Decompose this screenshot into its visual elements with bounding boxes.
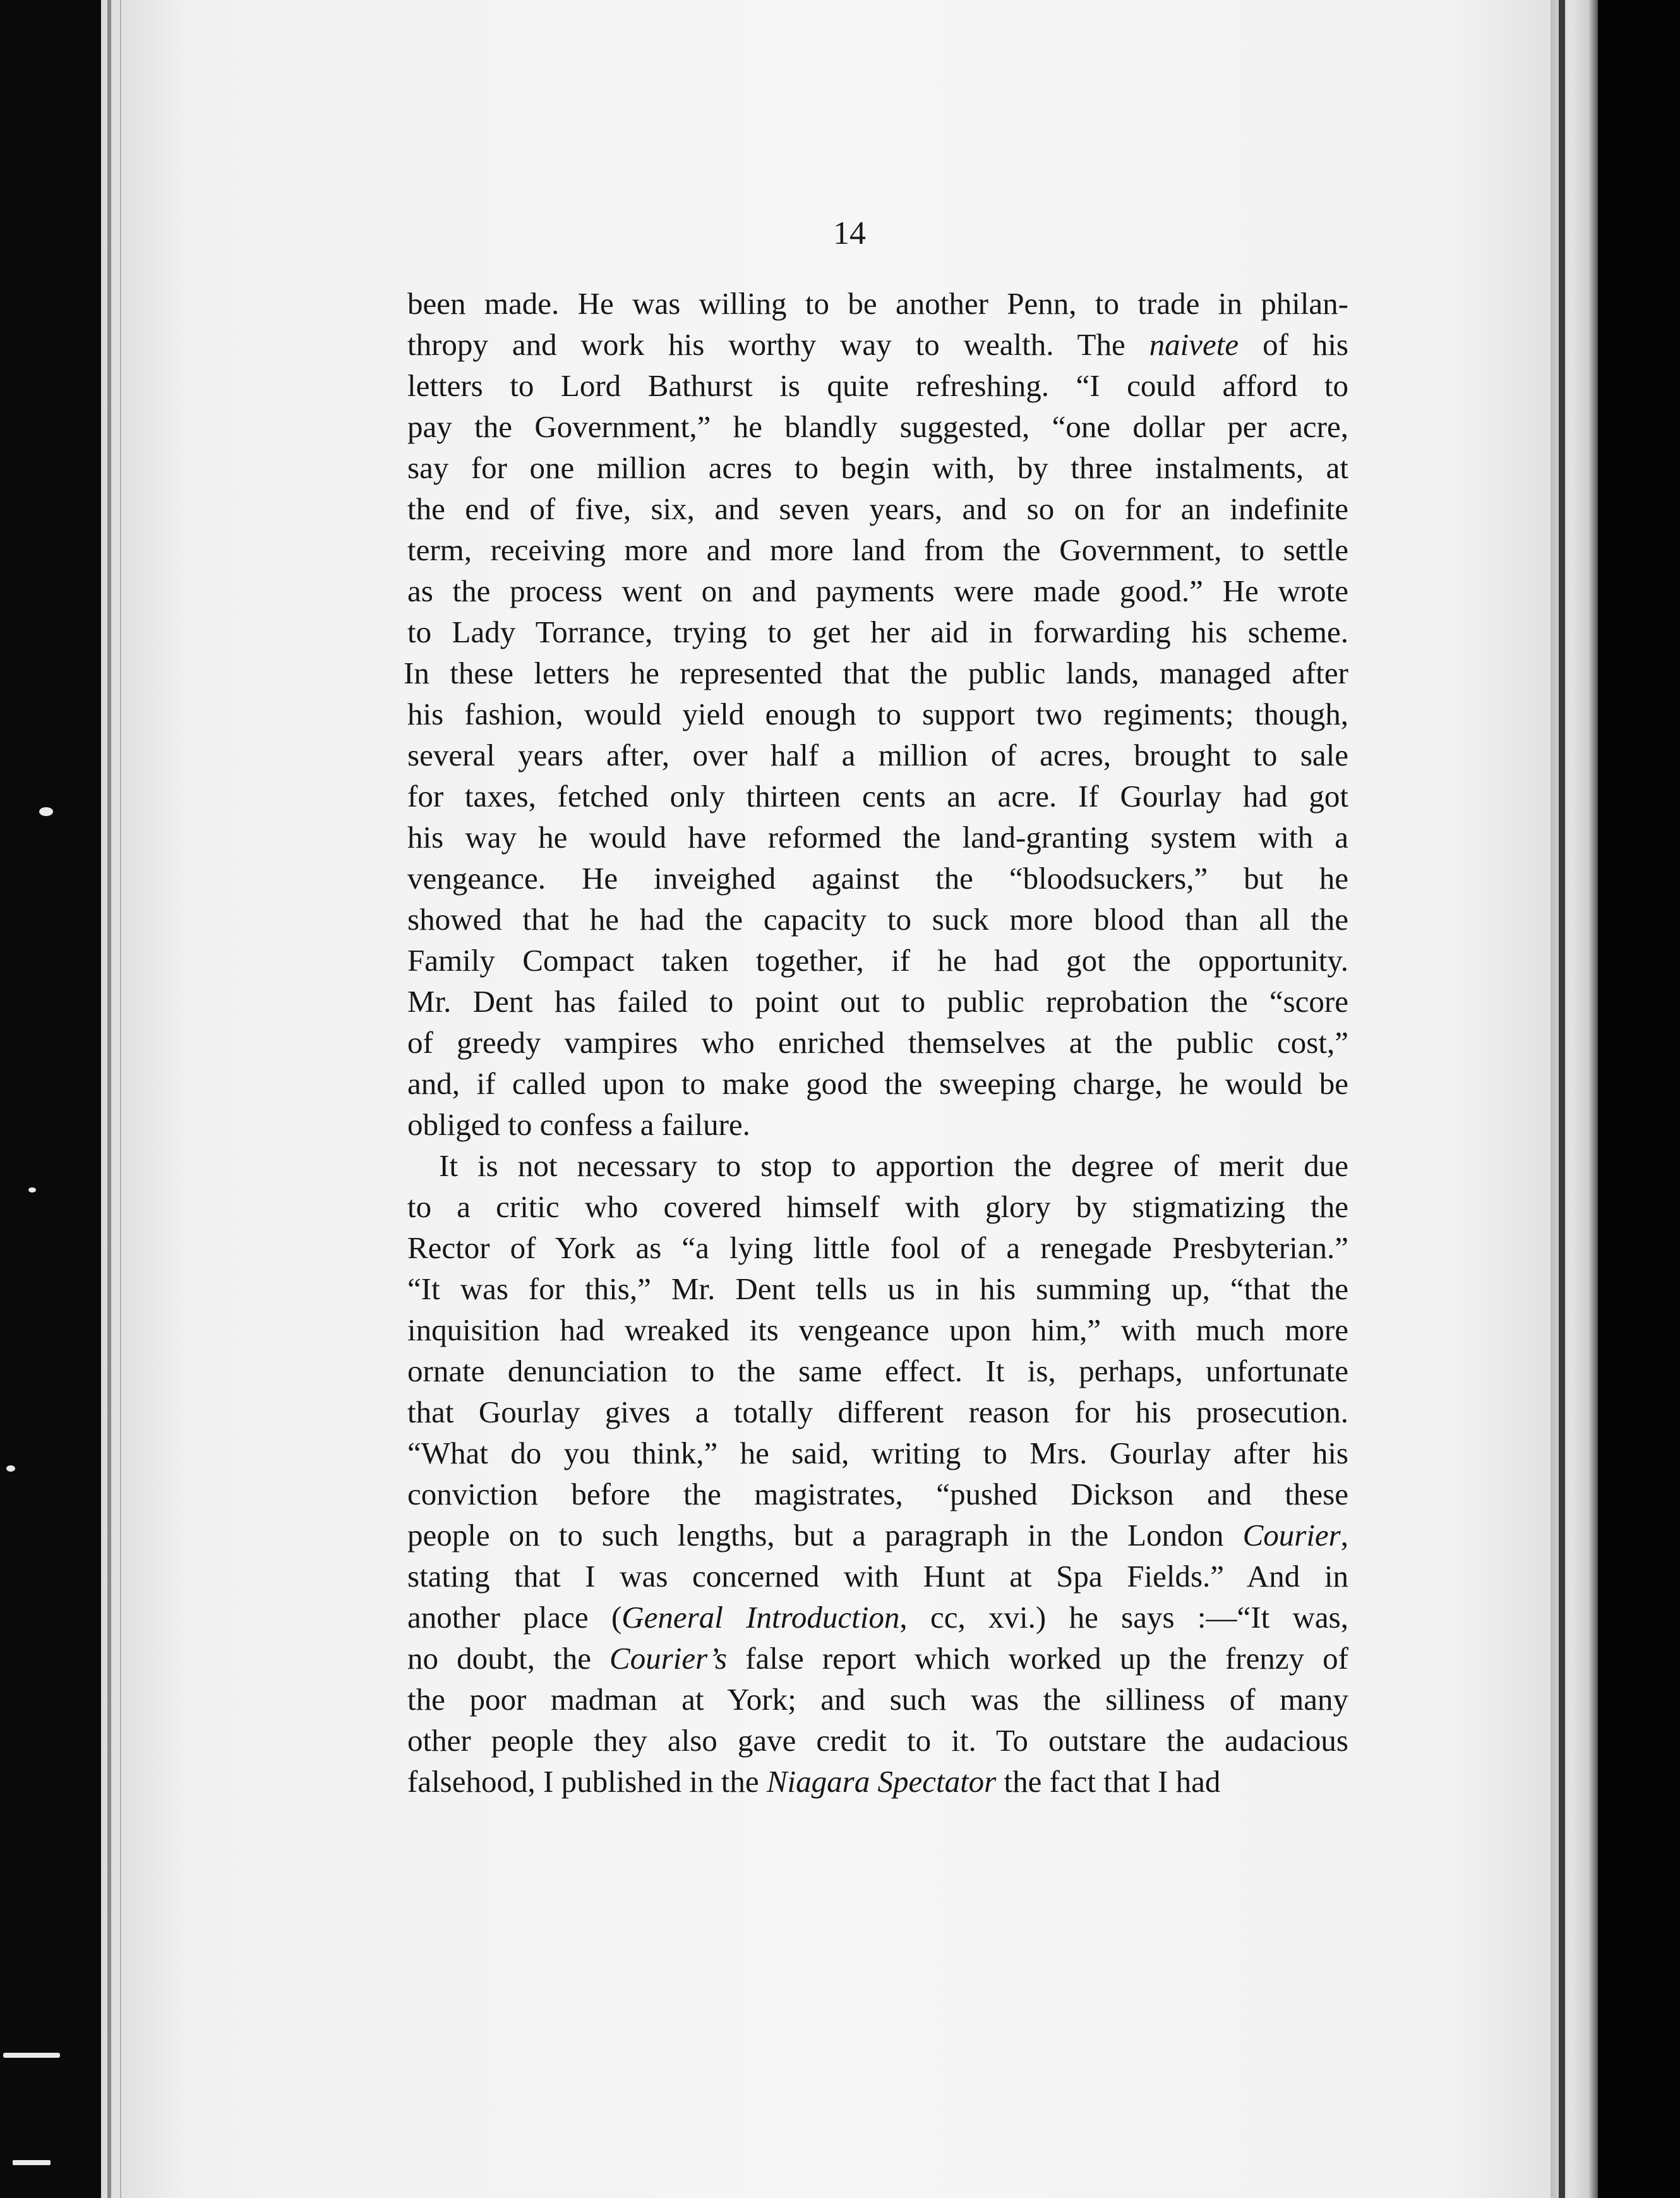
text-run: and, if called upon to make good the sweeping charge, he would be <box>407 1066 1348 1101</box>
scan-speck <box>3 2053 60 2058</box>
body-text <box>404 283 1348 1802</box>
scan-speck <box>6 1465 15 1472</box>
text-run: ornate denunciation to the same effect. It is, perhaps, unfortunate <box>407 1354 1348 1388</box>
text-run: several years after, over half a million of acres, brought to sale <box>407 738 1348 772</box>
text-line <box>407 1227 1348 1268</box>
italic-text-run: Courier <box>1242 1518 1341 1552</box>
text-line <box>407 940 1348 981</box>
text-line <box>407 858 1348 899</box>
text-line <box>407 899 1348 940</box>
scan-speck <box>13 2160 51 2165</box>
text-run: term, receiving more and more land from the Government, to settle <box>407 532 1348 567</box>
text-run: people on to such lengths, but a paragraph in the London <box>407 1518 1243 1552</box>
text-run: been made. He was willing to be another Penn, to trade in philan- <box>407 286 1348 321</box>
text-run: say for one million acres to begin with, by three instalments, at <box>407 450 1348 485</box>
text-run: no doubt, the <box>407 1641 610 1676</box>
text-line <box>407 694 1348 735</box>
text-run: false report which worked up the frenzy of <box>727 1641 1348 1676</box>
text-line <box>407 365 1348 406</box>
text-line <box>407 488 1348 529</box>
text-line <box>404 652 1348 694</box>
text-line <box>407 283 1348 324</box>
text-line <box>407 1350 1348 1391</box>
text-line <box>407 529 1348 570</box>
text-line <box>407 1432 1348 1474</box>
text-line <box>407 1720 1348 1761</box>
text-run: Rector of York as “a lying little fool of a renegade Presbyterian.” <box>407 1230 1348 1265</box>
text-run: obliged to confess a failure. <box>407 1107 750 1142</box>
text-line <box>407 1186 1348 1227</box>
text-run: to a critic who covered himself with glory by stigmatizing the <box>407 1189 1348 1224</box>
text-run: Family Compact taken together, if he had got the opportunity. <box>407 943 1348 978</box>
text-run: inquisition had wreaked its vengeance upon him,” with much more <box>407 1312 1348 1347</box>
italic-text-run: General Introduction <box>621 1600 900 1635</box>
text-line <box>407 1391 1348 1432</box>
left-binding-edge <box>107 0 111 2198</box>
text-line <box>407 1309 1348 1350</box>
text-run: Mr. Dent has failed to point out to public reprobation the “score <box>407 984 1348 1019</box>
text-run: his fashion, would yield enough to support two regiments; though, <box>407 697 1348 731</box>
left-binding-shadow <box>120 0 121 2198</box>
page-number: 14 <box>833 215 866 251</box>
text-run: thropy and work his worthy way to wealth. The <box>407 327 1149 362</box>
text-line <box>407 1556 1348 1597</box>
text-line <box>407 735 1348 776</box>
text-run: conviction before the magistrates, “pushed Dickson and these <box>407 1477 1348 1511</box>
text-line <box>407 324 1348 365</box>
text-run: of greedy vampires who enriched themselves at the public cost,” <box>407 1025 1348 1060</box>
text-line <box>407 981 1348 1022</box>
right-dark-border <box>1598 0 1680 2198</box>
text-run: stating that I was concerned with Hunt at Spa Fields.” And in <box>407 1559 1348 1594</box>
text-run: In these letters he represented that the public lands, managed after <box>404 656 1348 690</box>
right-page-edge-strip <box>1551 0 1598 2198</box>
text-line <box>407 1597 1348 1638</box>
text-line <box>407 1679 1348 1720</box>
text-line <box>407 776 1348 817</box>
text-line <box>407 817 1348 858</box>
text-line <box>407 611 1348 652</box>
text-line <box>407 447 1348 488</box>
scan-speck <box>28 1187 36 1192</box>
italic-text-run: naivete <box>1149 327 1239 362</box>
text-run: , cc, xvi.) he says :—“It was, <box>899 1600 1348 1635</box>
text-line <box>407 1104 1348 1145</box>
scan-speck <box>39 807 53 816</box>
text-run: for taxes, fetched only thirteen cents an acre. If Gourlay had got <box>407 779 1348 814</box>
text-run: his way he would have reformed the land-granting system with a <box>407 820 1348 855</box>
text-run: the fact that I had <box>996 1764 1221 1799</box>
text-run: “What do you think,” he said, writing to Mrs. Gourlay after his <box>407 1436 1348 1470</box>
text-run: another place ( <box>407 1600 622 1635</box>
text-run: , <box>1340 1518 1348 1552</box>
right-binding-line <box>1559 0 1565 2198</box>
text-line <box>407 1474 1348 1515</box>
text-run: showed that he had the capacity to suck more blood than all the <box>407 902 1348 937</box>
text-run: letters to Lord Bathurst is quite refreshing. “I could afford to <box>407 368 1348 403</box>
text-run: the poor madman at York; and such was the silliness of many <box>407 1682 1348 1717</box>
text-line <box>407 1638 1348 1679</box>
text-run: vengeance. He inveighed against the “bloodsuckers,” but he <box>407 861 1348 896</box>
text-line <box>407 1515 1348 1556</box>
text-run: “It was for this,” Mr. Dent tells us in his summing up, “that the <box>407 1271 1348 1306</box>
text-line <box>407 570 1348 611</box>
text-line <box>407 406 1348 447</box>
text-line <box>407 1268 1348 1309</box>
text-line <box>407 1145 1348 1186</box>
text-run: It is not necessary to stop to apportion the degree of merit due <box>439 1148 1348 1183</box>
text-run: to Lady Torrance, trying to get her aid in forwarding his scheme. <box>407 615 1348 649</box>
text-run: the end of five, six, and seven years, and so on for an indefinite <box>407 491 1348 526</box>
text-line <box>407 1761 1348 1802</box>
text-run: pay the Government,” he blandly suggested, “one dollar per acre, <box>407 409 1348 444</box>
text-run: that Gourlay gives a totally different reason for his prosecution. <box>407 1395 1348 1429</box>
text-line <box>407 1063 1348 1104</box>
italic-text-run: Niagara Spectator <box>766 1764 997 1799</box>
text-line <box>407 1022 1348 1063</box>
text-run: of his <box>1239 327 1348 362</box>
text-run: falsehood, I published in the <box>407 1764 767 1799</box>
italic-text-run: Courier’s <box>609 1641 728 1676</box>
text-run: as the process went on and payments were made good.” He wrote <box>407 574 1348 608</box>
text-run: other people they also gave credit to it. To outstare the audacious <box>407 1723 1348 1758</box>
